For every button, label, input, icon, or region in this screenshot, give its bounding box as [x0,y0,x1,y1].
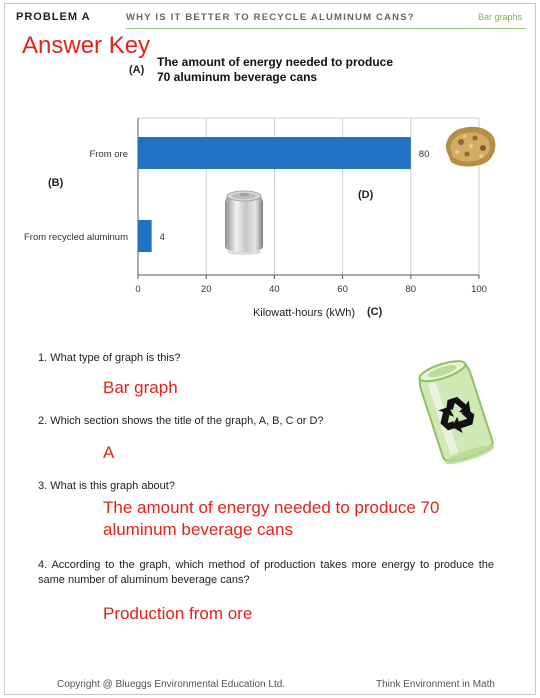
tag-c: (C) [367,306,383,318]
question-1: 1. What type of graph is this? [38,352,181,364]
tag-d: (D) [358,189,374,201]
category-label: From ore [89,149,128,160]
answer-1: Bar graph [103,378,178,397]
problem-label: PROBLEM A [16,11,91,23]
x-tick-label: 100 [471,284,487,295]
bar-chart [0,0,540,340]
tag-b: (B) [48,177,64,189]
answer-3: The amount of energy needed to produce 70 aluminum beverage cans [103,498,440,539]
ore-rock-icon [441,122,499,170]
x-tick-label: 60 [337,284,348,295]
question-3: 3. What is this graph about? [38,480,175,492]
category-label: From recycled aluminum [24,232,128,243]
value-label: 4 [159,232,165,243]
chart-title-line-1: The amount of energy needed to produce [157,55,394,69]
chart-title-line-2: 70 aluminum beverage cans [157,70,318,84]
bar-1 [138,220,152,252]
question-2: 2. Which section shows the title of the graph, A, B, C or D? [38,415,324,427]
aluminum-can-icon [222,186,266,256]
x-tick-label: 80 [405,284,417,295]
recycled-can-icon [410,355,502,471]
topic-label: Bar graphs [477,12,522,22]
x-tick-label: 0 [135,284,141,295]
bar-0 [138,137,411,169]
value-label: 80 [418,149,430,160]
footer-copyright: Copyright @ Blueggs Environmental Education Ltd. [57,679,286,690]
x-tick-label: 20 [200,284,212,295]
question-4: 4. According to the graph, which method of production takes more energy to produce the same number of aluminum beverage cans? [38,559,494,586]
footer-tagline: Think Environment in Math [376,679,495,690]
answer-key-label: Answer Key [22,32,151,59]
answer-2: A [103,443,115,462]
x-tick-label: 40 [269,284,280,295]
x-axis-label: Kilowatt-hours (kWh) [252,307,356,319]
tag-a: (A) [129,64,145,76]
worksheet-title: WHY IS IT BETTER TO RECYCLE ALUMINUM CANS? [126,12,415,23]
answer-4: Production from ore [103,604,253,623]
